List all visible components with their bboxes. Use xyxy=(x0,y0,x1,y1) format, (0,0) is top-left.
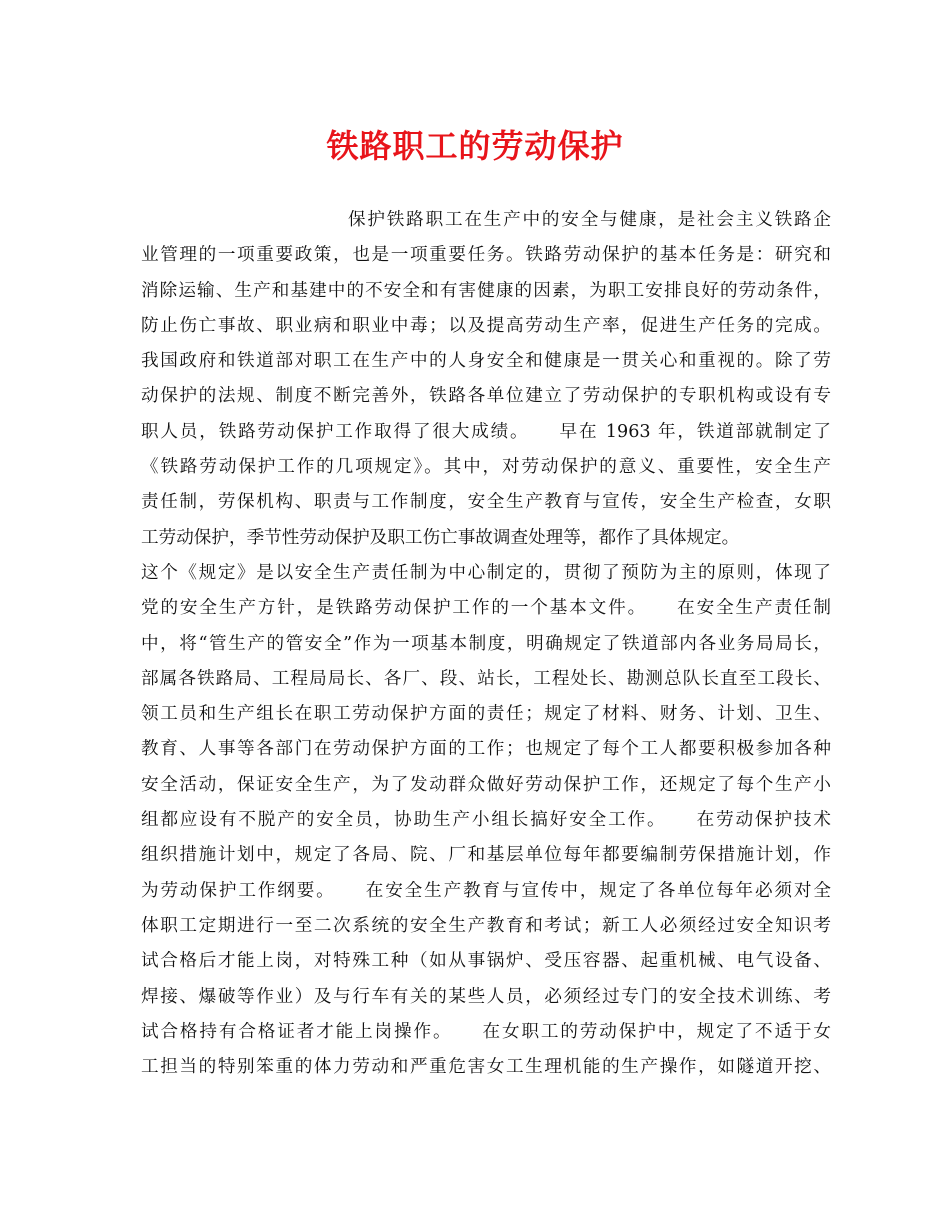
body-line: 领工员和生产组长在职工劳动保护方面的责任；规定了材料、财务、计划、卫生、 xyxy=(141,704,831,725)
body-line: 工担当的特别笨重的体力劳动和严重危害女工生理机能的生产操作，如隧道开挖、 xyxy=(141,1057,831,1078)
body-line: 试合格后才能上岗，对特殊工种（如从事锅炉、受压容器、起重机械、电气设备、 xyxy=(141,951,831,972)
body-line: 体职工定期进行一至二次系统的安全生产教育和考试；新工人必须经过安全知识考 xyxy=(141,915,831,936)
body-line: 组都应设有不脱产的安全员，协助生产小组长搞好安全工作。 在劳动保护技术 xyxy=(141,810,831,831)
body-line: 消除运输、生产和基建中的不安全和有害健康的因素，为职工安排良好的劳动条件， xyxy=(141,280,831,301)
body-line: 《铁路劳动保护工作的几项规定》。其中，对劳动保护的意义、重要性，安全生产 xyxy=(141,457,831,478)
body-line: 党的安全生产方针，是铁路劳动保护工作的一个基本文件。 在安全生产责任制 xyxy=(141,598,831,619)
body-line: 安全活动，保证安全生产，为了发动群众做好劳动保护工作，还规定了每个生产小 xyxy=(141,774,831,795)
body-line: 焊接、爆破等作业）及与行车有关的某些人员，必须经过专门的安全技术训练、考 xyxy=(141,986,831,1007)
body-line: 这个《规定》是以安全生产责任制为中心制定的，贯彻了预防为主的原则，体现了 xyxy=(141,562,831,583)
body-line: 部属各铁路局、工程局局长、各厂、段、站长，工程处长、勘测总队长直至工段长、 xyxy=(141,668,831,689)
document-title: 铁路职工的劳动保护 xyxy=(326,127,624,165)
body-line: 职人员，铁路劳动保护工作取得了很大成绩。 早在 1963 年，铁道部就制定了 xyxy=(141,421,831,442)
body-line: 组织措施计划中，规定了各局、院、厂和基层单位每年都要编制劳保措施计划，作 xyxy=(141,845,831,866)
document-body xyxy=(141,203,831,1085)
body-line: 保护铁路职工在生产中的安全与健康，是社会主义铁路企 xyxy=(348,210,831,230)
body-line: 工劳动保护，季节性劳动保护及职工伤亡事故调查处理等，都作了具体规定。 xyxy=(141,527,740,548)
body-line: 责任制，劳保机构、职责与工作制度，安全生产教育与宣传，安全生产检查，女职 xyxy=(141,492,831,513)
body-line: 我国政府和铁道部对职工在生产中的人身安全和健康是一贯关心和重视的。除了劳 xyxy=(141,351,831,372)
body-line: 中，将“管生产的管安全”作为一项基本制度，明确规定了铁道部内各业务局局长， xyxy=(141,633,831,654)
body-line: 防止伤亡事故、职业病和职业中毒；以及提高劳动生产率，促进生产任务的完成。 xyxy=(141,315,831,336)
body-line: 为劳动保护工作纲要。 在安全生产教育与宣传中，规定了各单位每年必须对全 xyxy=(141,880,831,901)
body-line: 教育、人事等各部门在劳动保护方面的工作；也规定了每个工人都要积极参加各种 xyxy=(141,739,831,760)
body-line: 业管理的一项重要政策，也是一项重要任务。铁路劳动保护的基本任务是：研究和 xyxy=(141,245,831,266)
body-line: 动保护的法规、制度不断完善外，铁路各单位建立了劳动保护的专职机构或设有专 xyxy=(141,386,831,407)
body-line: 试合格持有合格证者才能上岗操作。 在女职工的劳动保护中，规定了不适于女 xyxy=(141,1021,831,1042)
